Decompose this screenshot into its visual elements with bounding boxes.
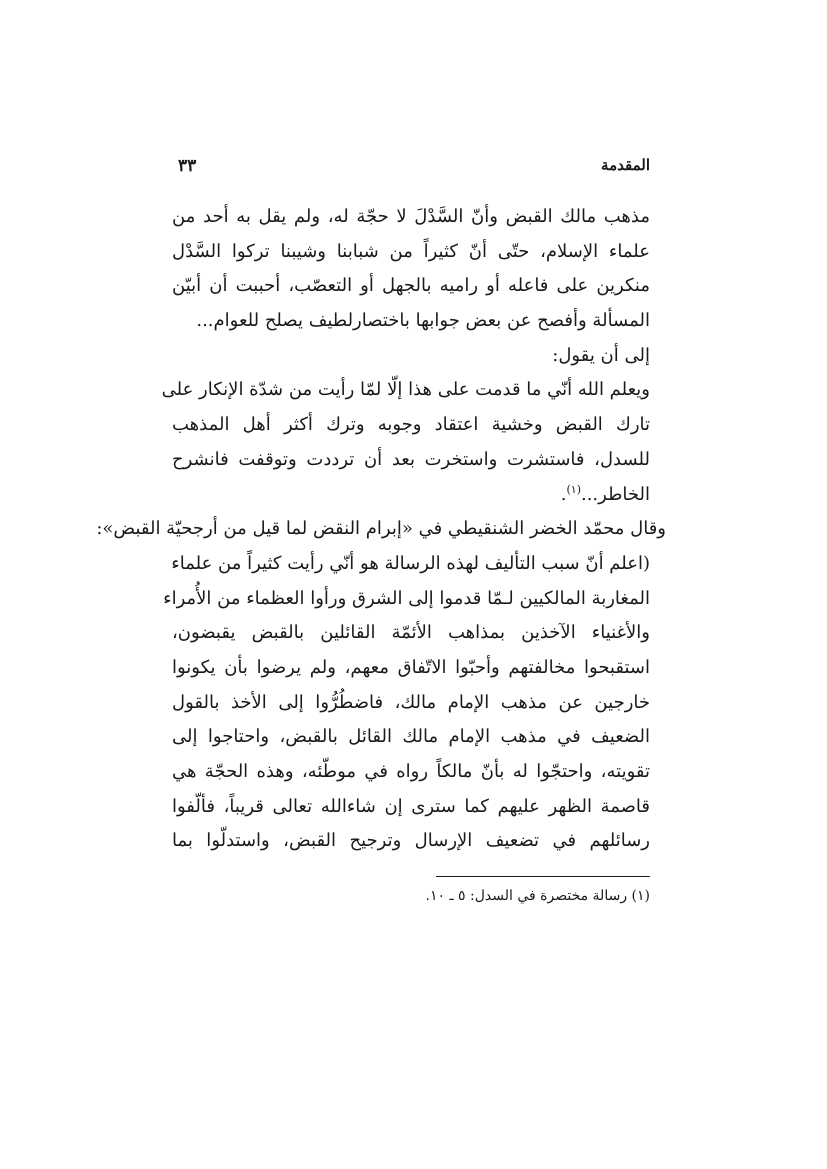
line-end-period: . <box>560 483 567 505</box>
footnote-reference[interactable]: (١) <box>566 482 581 496</box>
text-line-with-footnote <box>172 478 650 513</box>
text-line: ويعلم الله أنّي ما قدمت على هذا إلّا لمّا رأيت من شدّة الإنكار على <box>161 379 650 401</box>
text-line: (اعلم أنّ سبب التأليف لهذه الرسالة هو أنّي رأيت كثيراً من علماء <box>171 552 650 574</box>
running-title: المقدمة <box>601 156 650 174</box>
text-line: خارجين عن مذهب الإمام مالك، فاضطُرُّوا إلى الأخذ بالقول <box>172 691 650 713</box>
body-text <box>96 200 666 859</box>
text-line: تارك القبض وخشية اعتقاد وجوبه وترك أكثر أهل المذهب <box>172 414 650 436</box>
text-line: والأغنياء الآخذين بمذاهب الأئمّة القائلين بالقبض يقبضون، <box>172 622 650 644</box>
footnote-divider <box>436 876 650 877</box>
text-line: المغاربة المالكيين لـمّا قدموا إلى الشرق ورأوا العظماء من الأُمراء <box>163 587 650 609</box>
text-line: تقويته، واحتجّوا له بأنّ مالكاً رواه في موطّئه، وهذه الحجّة هي <box>172 761 650 782</box>
page-number: ٣٣ <box>178 156 197 176</box>
running-head <box>172 156 650 180</box>
text-line: وقال محمّد الخضر الشنقيطي في «إبرام النقض لما قيل من أرجحيّة القبض»: <box>96 518 666 540</box>
text-line: للسدل، فاستشرت واستخرت بعد أن ترددت وتوقفت فانشرح <box>172 448 650 470</box>
text-line: الضعيف في مذهب الإمام مالك القائل بالقبض، واحتاجوا إلى <box>172 726 650 748</box>
text-line: المسألة وأفصح عن بعض جوابها باختصارلطيف يصلح للعوام... <box>196 310 650 332</box>
text-line: إلى أن يقول: <box>552 344 650 366</box>
text-line: علماء الإسلام، حتّى أنّ كثيراً من شبابنا وشيبنا تركوا السَّدْل <box>172 240 650 262</box>
text-line: مذهب مالك القبض وأنّ السَّدْلَ لا حجّة له، ولم يقل به أحد من <box>172 206 650 227</box>
text-line: الخاطر... <box>580 483 650 505</box>
text-line: رسائلهم في تضعيف الإرسال وترجيح القبض، واستدلّوا بما <box>172 830 650 852</box>
footnote: (١) رسالة مختصرة في السدل: ٥ ـ ١٠. <box>425 888 650 904</box>
text-line: منكرين على فاعله أو راميه بالجهل أو التعصّب، أحببت أن أبيّن <box>172 275 650 297</box>
text-line: استقبحوا مخالفتهم وأحبّوا الاتّفاق معهم، ولم يرضوا بأن يكونوا <box>172 656 650 678</box>
text-line: قاصمة الظهر عليهم كما سترى إن شاءالله تعالى قريباً، فألّفوا <box>172 795 650 817</box>
